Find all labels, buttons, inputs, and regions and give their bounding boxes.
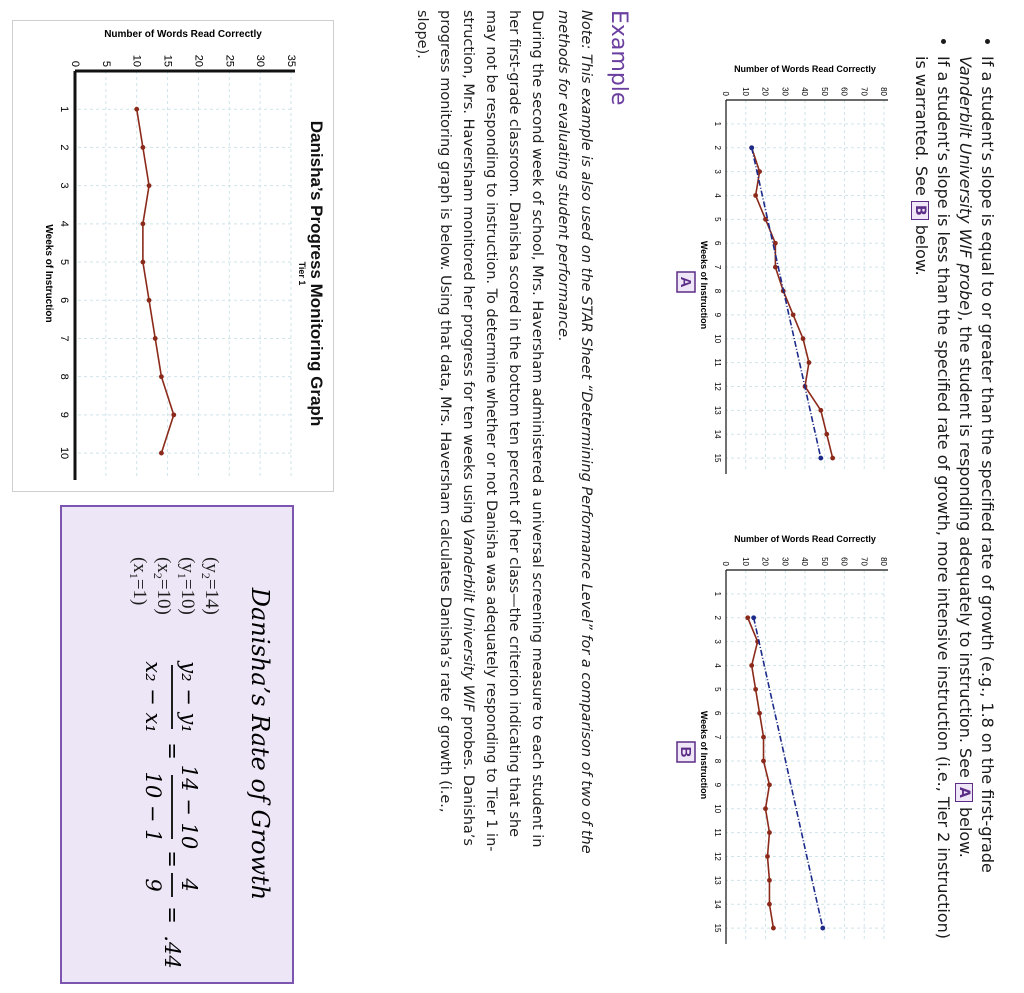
data-point [818,408,823,413]
x-tick-label: 9 [713,312,722,318]
y-tick-label: 50 [819,87,829,96]
chart-tag-a [677,272,695,292]
danisha-chart-svg [13,21,333,491]
data-point [140,145,145,150]
bullet-inadequate: • If a student’s slope is less than the specified rate of growth, more intensive instruction (i.e., Tier 2 instruction) is warranted. See B below. [910,56,954,970]
y-tick-label: 40 [800,557,809,566]
formula-denominator: x₂ − x₁ [141,661,165,733]
x-tick-label: 9 [713,782,722,788]
data-point [771,926,776,931]
tag-a: A [955,783,973,802]
goal-line [752,148,821,458]
equals-1: = [160,742,184,760]
y-tick-label: 10 [740,557,750,566]
y-tick-label: 15 [161,54,174,67]
x-tick-label: 12 [713,851,722,861]
x-tick-label: 1 [713,121,722,127]
slope-result: .44 [160,935,184,969]
x-tick-label: 12 [713,381,722,391]
y-axis-label: Number of Words Read Correctly [734,534,876,544]
data-point [765,854,770,859]
x-tick-label: 15 [713,453,722,463]
data-point [767,830,772,835]
data-point [745,615,750,620]
formula-numerator: y₂ − y₁ [177,661,201,733]
chart-tag-b [677,742,695,762]
y-tick-label: 20 [192,54,205,67]
data-point [140,221,145,226]
x-tick-label: 7 [713,734,722,740]
x-tick-label: 13 [713,875,722,885]
x-tick-label: 3 [713,169,722,174]
goal-point [818,456,823,461]
x-tick-label: 1 [58,106,70,113]
x-tick-label: 6 [713,710,722,716]
x-tick-label: 4 [713,193,722,198]
value-numerator: 14 − 10 [177,764,201,850]
x-tick-label: 11 [713,358,722,367]
chart-a [674,60,894,490]
data-point [134,107,139,112]
x-tick-label: 6 [713,240,722,246]
y-tick-label: 20 [760,87,770,96]
y-tick-label: 30 [780,87,790,96]
y2-label: $(y_2=14)$ [199,557,222,615]
y-tick-label: 25 [223,54,236,67]
y-tick-label: 60 [839,87,849,96]
y-tick-label: 10 [130,54,143,67]
x-tick-label: 5 [713,687,722,692]
x-tick-label: 5 [713,217,722,222]
x-tick-label: 9 [58,411,70,418]
data-point [773,265,778,270]
data-point [147,183,152,188]
y-tick-label: 0 [721,91,730,96]
x2-label: $(x_2=10)$ [151,557,174,615]
y-tick-label: 30 [780,557,790,566]
goal-point [751,615,756,620]
data-line [137,109,174,453]
data-point [761,759,766,764]
x-tick-label: 14 [713,899,722,909]
data-point [757,711,762,716]
x-tick-label: 10 [713,804,722,814]
data-point [153,336,158,341]
example-heading: Example [606,10,631,106]
x-tick-label: 3 [58,182,70,189]
data-point [767,782,772,787]
y-tick-label: 0 [69,60,81,67]
tag-letter: A [677,276,694,288]
equals-2: = [160,850,184,868]
y-tick-label: 30 [254,54,267,67]
x-axis-label: Weeks of Instruction [699,240,709,330]
x-tick-label: 2 [713,615,722,620]
value-denominator: 10 − 1 [141,771,165,843]
example-paragraph: During the second week of school, Mrs. Haversham administered a universal screening measure to each student in her first-grade classroom. Danisha scored in the bottom ten percent of her class—the criterion indicating that she may not be responding to instruction. To determine whether or not Danisha was adequately responding to Tier 1 in- struction, Mrs. Haversham monitored her progress for ten weeks using Vanderbilt University WIF probes. Danisha’s progress monitoring graph is below. Using that data, Mrs. Haversham calculates Danisha’s rate of growth (i.e., slope). [414,10,545,852]
y1-label: $(y_1=10)$ [175,557,198,615]
y-tick-label: 10 [740,87,750,96]
criteria-bullets [910,40,998,970]
chart-title: Danisha’s Progress Monitoring Graph [307,120,326,427]
x-tick-label: 7 [713,264,722,270]
x-tick-label: 11 [713,828,722,837]
y-axis-label: Number of Words Read Correctly [734,64,876,74]
data-point [147,298,152,303]
data-point [767,902,772,907]
equals-3: = [160,906,184,924]
x1-label: $(x_1=1)$ [127,557,150,606]
data-point [830,456,835,461]
data-point [824,432,829,437]
x-tick-label: 5 [58,258,70,266]
data-point [749,663,754,668]
x-tick-label: 14 [713,429,722,439]
y-tick-label: 20 [760,557,770,566]
data-point [171,412,176,417]
y-axis-label: Number of Words Read Correctly [104,29,262,40]
x-tick-label: 7 [58,335,70,342]
x-axis-label: Weeks of Instruction [699,710,709,800]
chart-b [674,530,894,960]
y-tick-label: 80 [879,557,888,566]
result-numerator: 4 [177,878,201,892]
x-tick-label: 13 [713,405,722,415]
x-tick-label: 8 [58,373,70,380]
x-tick-label: 10 [58,446,70,460]
data-point [761,735,766,740]
data-point [791,312,796,317]
goal-point [749,145,754,150]
goal-line [754,618,823,928]
rate-of-growth-callout [60,505,294,984]
rate-of-growth-formula [62,507,292,982]
example-note: Note: This example is also used on the STAR Sheet “Determining Performance Level” for a comparison of two of the methods for evaluating student performance. [555,10,594,854]
y-tick-label: 70 [859,87,869,96]
data-point [767,878,772,883]
result-denominator: 9 [141,878,165,892]
x-tick-label: 3 [713,639,722,644]
goal-point [820,926,825,931]
chart-b-svg [674,530,894,960]
y-tick-label: 70 [859,557,869,566]
x-tick-label: 1 [713,591,722,597]
x-tick-label: 2 [58,144,70,151]
y-tick-label: 35 [285,54,297,67]
y-tick-label: 40 [800,87,809,96]
data-point [801,336,806,341]
x-tick-label: 6 [58,297,70,304]
y-tick-label: 5 [99,60,112,67]
data-point [753,193,758,198]
y-tick-label: 0 [721,561,730,566]
tag-b: B [911,201,929,220]
x-tick-label: 8 [713,758,722,764]
x-tick-label: 15 [713,923,722,933]
x-tick-label: 10 [713,334,722,344]
data-point [140,260,145,265]
x-tick-label: 4 [58,220,70,227]
bullet-adequate: • If a student’s slope is equal to or greater than the specified rate of growth (e.g., 1.8 on the first-grade Vanderbilt University WIF probe), the student is responding adequately to instruction. See A below. [954,56,998,970]
data-point [159,451,164,456]
data-point [159,374,164,379]
tag-letter: B [677,746,694,758]
callout-title: Danisha’s Rate of Growth [246,587,274,901]
chart-subtitle: Tier 1 [297,261,307,286]
x-tick-label: 2 [713,145,722,150]
x-axis-label: Weeks of Instruction [43,224,54,323]
data-point [807,360,812,365]
y-tick-label: 60 [839,557,849,566]
data-point [753,687,758,692]
danisha-chart [12,20,334,492]
data-point [763,806,768,811]
x-tick-label: 4 [713,663,722,668]
y-tick-label: 80 [879,87,888,96]
x-tick-label: 8 [713,288,722,294]
chart-a-svg [674,60,894,490]
y-tick-label: 50 [819,557,829,566]
